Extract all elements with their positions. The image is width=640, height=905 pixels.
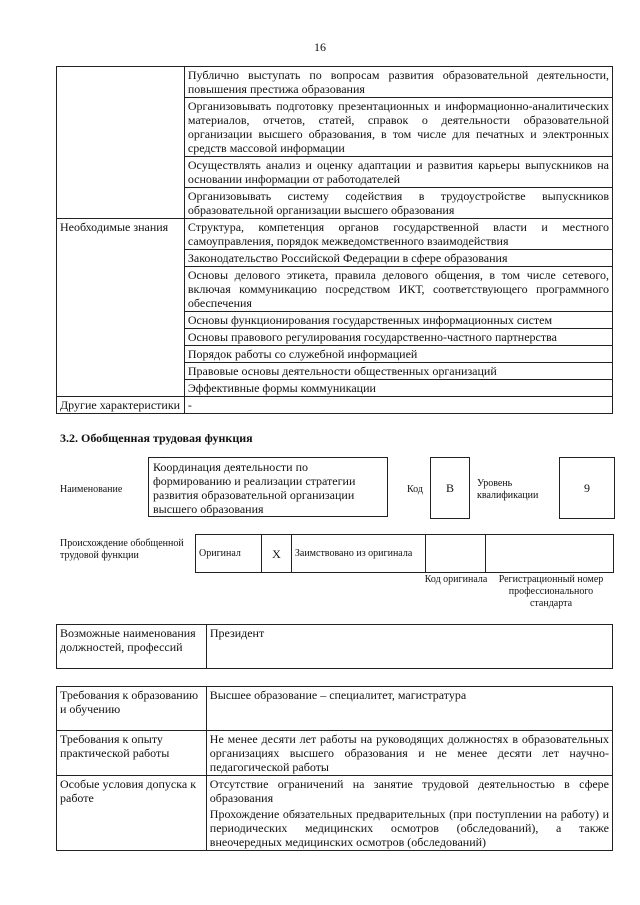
list-item: Осуществлять анализ и оценку адаптации и развития карьеры выпускников на основании информации от работодателей xyxy=(184,157,612,188)
code-label: Код xyxy=(407,484,423,495)
admission-value-2: Прохождение обязательных предварительных (при поступлении на работу) и периодических медицинских осмотров (обследований), а также внеочередных медицинских осмотров (обследований) xyxy=(206,806,612,851)
table-row xyxy=(57,219,613,250)
table-row xyxy=(57,731,613,776)
list-item: Основы правового регулирования государственно-частного партнерства xyxy=(184,329,612,346)
list-item: - xyxy=(184,397,612,414)
reg-number-cell xyxy=(486,535,614,573)
list-item: Структура, компетенция органов государственной власти и местного самоуправления, порядок межведомственного взаимодействия xyxy=(184,219,612,250)
list-item: Эффективные формы коммуникации xyxy=(184,380,612,397)
positions-table xyxy=(56,624,613,669)
code-original-label: Код оригинала xyxy=(424,574,488,585)
reg-number-label: Регистрационный номер профессионального стандарта xyxy=(498,574,604,609)
positions-value: Президент xyxy=(206,625,612,669)
list-item: Правовые основы деятельности общественных организаций xyxy=(184,363,612,380)
experience-value: Не менее десяти лет работы на руководящих должностях в образовательных организациях высшего образования и не менее десяти лет научно-педагогической работы xyxy=(206,731,612,776)
competencies-table xyxy=(56,66,613,414)
list-item: Основы функционирования государственных информационных систем xyxy=(184,312,612,329)
row-label-knowledge: Необходимые знания xyxy=(57,219,185,397)
original-mark: X xyxy=(261,535,291,573)
list-item: Организовывать подготовку презентационных и информационно-аналитических материалов, отчетов, статей, справок о деятельности образовательной организации высшего образования, в том числе для печатных и электронных средств массовой информации xyxy=(184,98,612,157)
table-row xyxy=(57,687,613,731)
row-label-other: Другие характеристики xyxy=(57,397,185,414)
admission-value-1: Отсутствие ограничений на занятие трудовой деятельностью в сфере образования xyxy=(206,776,612,807)
original-label: Оригинал xyxy=(196,535,262,573)
table-row xyxy=(57,67,613,98)
table-row xyxy=(57,776,613,807)
list-item: Публично выступать по вопросам развития образовательной деятельности, повышения престижа образования xyxy=(184,67,612,98)
admission-label: Особые условия допуска к работе xyxy=(57,776,207,851)
row-label-empty xyxy=(57,67,185,219)
education-label: Требования к образованию и обучению xyxy=(57,687,207,731)
section-heading: 3.2. Обобщенная трудовая функция xyxy=(60,431,253,445)
list-item: Законодательство Российской Федерации в сфере образования xyxy=(184,250,612,267)
function-name: Координация деятельности по формированию и реализации стратегии развития образовательной организации высшего образования xyxy=(148,457,388,517)
borrowed-label: Заимствовано из оригинала xyxy=(291,535,425,573)
positions-label: Возможные наименования должностей, профессий xyxy=(57,625,207,669)
origin-table xyxy=(195,534,614,573)
list-item: Порядок работы со служебной информацией xyxy=(184,346,612,363)
code-value: B xyxy=(430,457,470,519)
requirements-table xyxy=(56,686,613,851)
name-label: Наименование xyxy=(60,484,123,495)
level-value: 9 xyxy=(559,457,615,519)
origin-label: Происхождение обобщенной трудовой функции xyxy=(60,538,184,561)
experience-label: Требования к опыту практической работы xyxy=(57,731,207,776)
list-item: Организовывать систему содействия в трудоустройстве выпускников образовательной организации высшего образования xyxy=(184,188,612,219)
level-label: Уровень квалификации xyxy=(477,478,539,501)
table-row xyxy=(57,397,613,414)
list-item: Основы делового этикета, правила делового общения, в том числе сетевого, включая коммуникацию посредством ИКТ, соответствующего программного обеспечения xyxy=(184,267,612,312)
code-original-cell xyxy=(425,535,486,573)
education-value: Высшее образование – специалитет, магистратура xyxy=(206,687,612,731)
page-number: 16 xyxy=(314,40,326,54)
